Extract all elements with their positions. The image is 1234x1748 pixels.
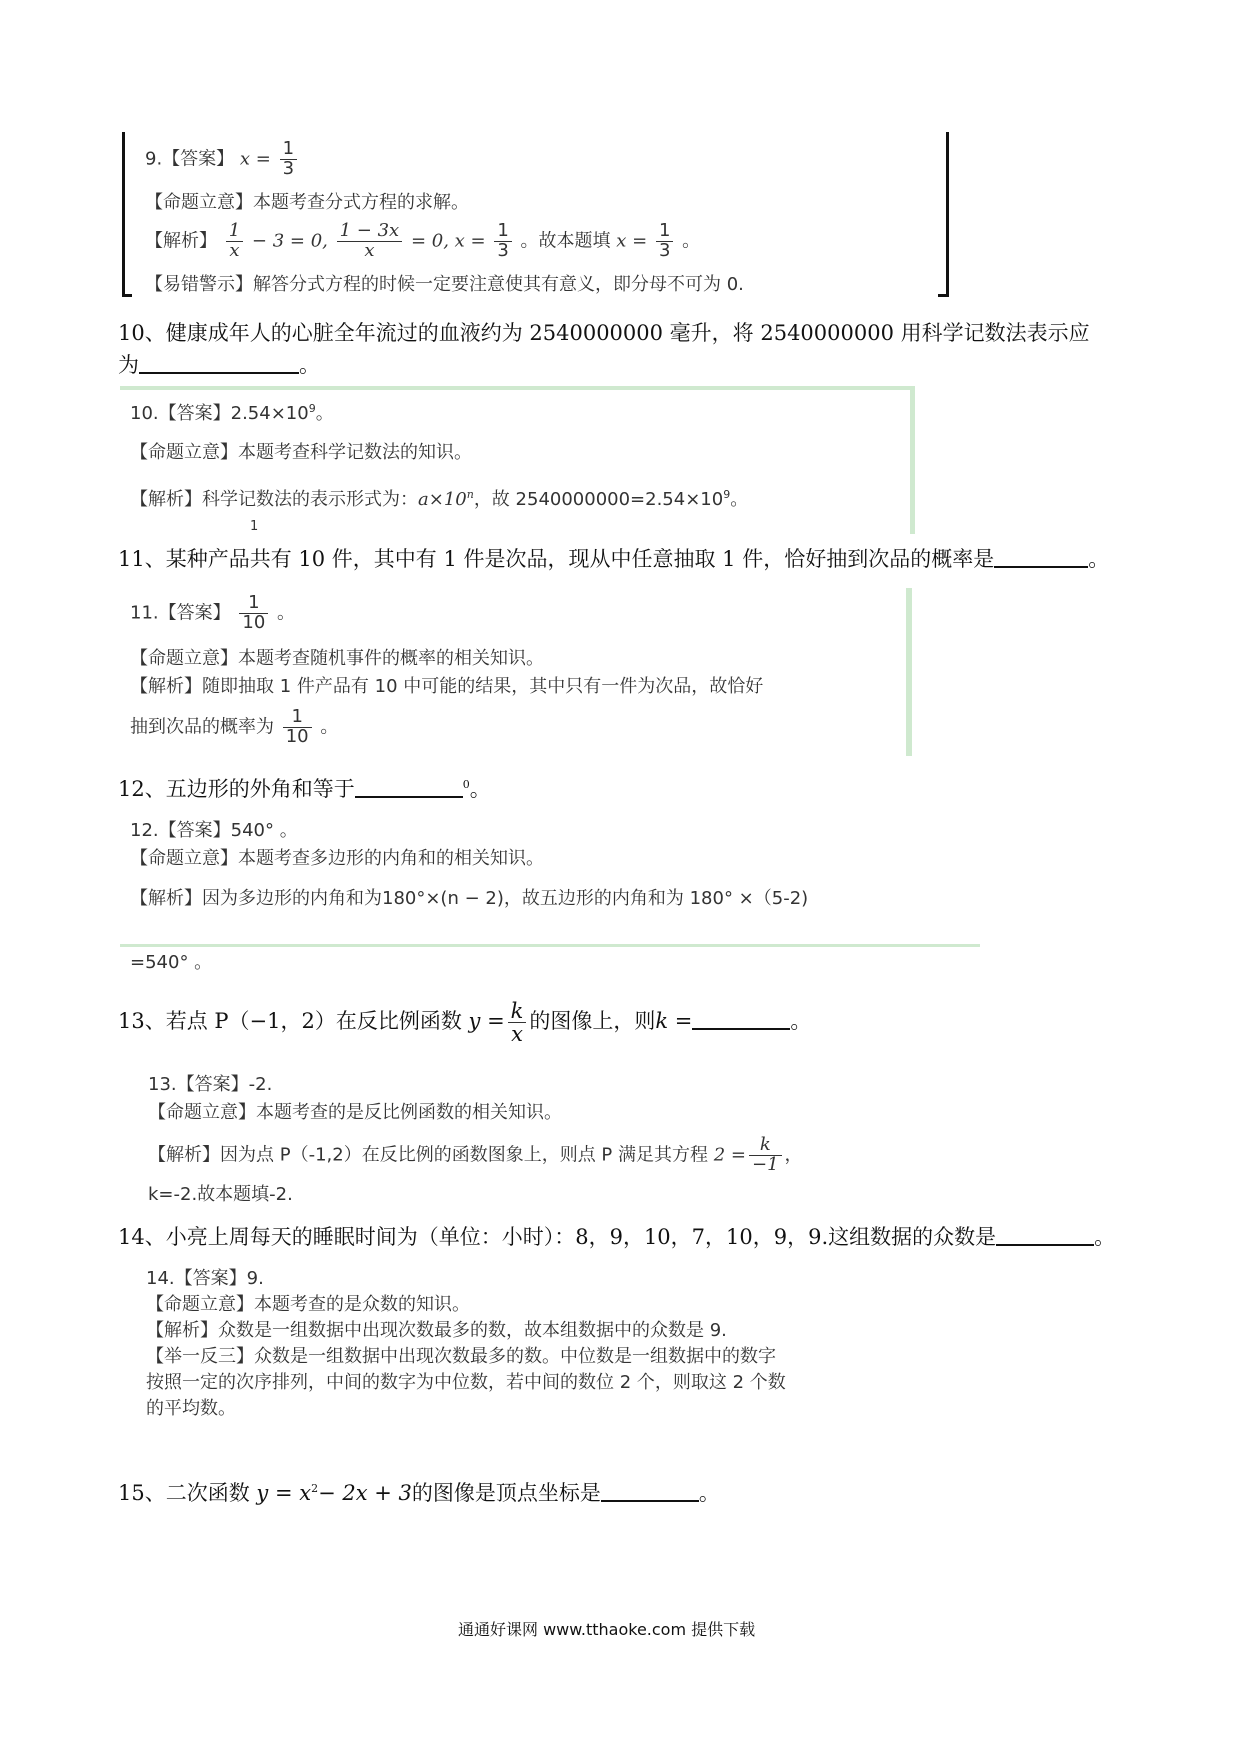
snippet-9-right-foot [938, 294, 948, 297]
answer-blank-14[interactable] [996, 1222, 1094, 1246]
snippet-11-analysis-2: 抽到次品的概率为 $\frac{1}{10}$ 。 [130, 706, 339, 747]
snippet-12-bottom-border [120, 944, 980, 947]
snippet-10-analysis: 【解析】科学记数法的表示形式为：$a\times 10^n$，故 $2540000000=2.54\times 10^9$。 [130, 488, 749, 510]
snippet-9-analysis: 【解析】 $\frac{1}{x}$ − 3 = 0, $\frac{1 - 3x}{x}$ = 0, x = $\frac{1}{3}$ 。故本题填 x = $\frac{1}{3}$ 。 [145, 220, 701, 261]
snippet-14-intent: 【命题立意】本题考查的是众数的知识。 [146, 1294, 470, 1315]
snippet-9-left-border [122, 132, 125, 297]
answer-blank-12[interactable] [355, 774, 463, 798]
snippet-14-extend-2: 按照一定的次序排列，中间的数字为中位数，若中间的数位 2 个，则取这 2 个数 [146, 1372, 786, 1393]
snippet-10-answer: 10.【答案】$2.54\times 10^9$。 [130, 402, 334, 424]
snippet-9-right-border [946, 132, 949, 297]
snippet-10-top-border [120, 386, 915, 390]
answer-blank-15[interactable] [601, 1478, 699, 1502]
snippet-12-intent: 【命题立意】本题考查多边形的内角和的相关知识。 [130, 848, 544, 869]
snippet-11-intent: 【命题立意】本题考查随机事件的概率的相关知识。 [130, 648, 544, 669]
question-12: 12、五边形的外角和等于 $^0$。 [118, 770, 491, 804]
snippet-9-left-foot [122, 294, 132, 297]
snippet-11-right-border [906, 588, 912, 756]
snippet-13-answer: 13.【答案】-2. [148, 1074, 273, 1095]
question-10-line1: 10、健康成年人的心脏全年流过的血液约为 2540000000 毫升，将 2540000000 用科学记数法表示应 [118, 321, 1090, 345]
snippet-10-intent: 【命题立意】本题考查科学记数法的知识。 [130, 442, 472, 463]
question-13: 13、若点 P（−1，2）在反比例函数 y = $\frac{k}{x}$ 的图像上，则k = 。 [118, 999, 812, 1047]
snippet-14-extend-3: 的平均数。 [146, 1398, 236, 1419]
snippet-13-intent: 【命题立意】本题考查的是反比例函数的相关知识。 [148, 1102, 562, 1123]
answer-blank-10[interactable] [139, 350, 299, 374]
page-footer: 通通好课网 www.tthaoke.com 提供下载 [458, 1620, 756, 1639]
snippet-14-analysis: 【解析】众数是一组数据中出现次数最多的数，故本组数据中的众数是 9. [146, 1320, 727, 1341]
answer-blank-11[interactable] [994, 544, 1088, 568]
snippet-9-warning: 【易错警示】解答分式方程的时候一定要注意使其有意义，即分母不可为 0. [145, 274, 744, 295]
snippet-9-answer: 9.【答案】 x = $\frac{1}{3}$ [145, 140, 300, 179]
question-15: 15、二次函数 $y = x^2- 2x + 3$的图像是顶点坐标是 。 [118, 1474, 720, 1508]
snippet-13-analysis: 【解析】因为点 P（-1,2）在反比例的函数图象上，则点 P 满足其方程 2 = $\frac{k}{-1}$ ， [148, 1134, 803, 1175]
snippet-12-analysis: 【解析】因为多边形的内角和为180°×(n − 2)，故五边形的内角和为 180° ×（5-2) [130, 888, 809, 909]
snippet-14-answer: 14.【答案】9. [146, 1268, 264, 1289]
snippet-9-intent: 【命题立意】本题考查分式方程的求解。 [145, 192, 469, 213]
question-10-line2: 为 。 [118, 350, 320, 380]
snippet-11-analysis-1: 【解析】随即抽取 1 件产品有 10 中可能的结果，其中只有一件为次品，故恰好 [130, 676, 764, 697]
snippet-12-result: =540° 。 [130, 952, 213, 973]
snippet-13-result: k=-2.故本题填-2. [148, 1184, 293, 1205]
snippet-11-answer: 11.【答案】 $\frac{1}{10}$ 。 [130, 592, 296, 633]
snippet-10-right-border [910, 386, 915, 534]
answer-blank-13[interactable] [692, 1006, 790, 1030]
snippet-12-answer: 12.【答案】540° 。 [130, 820, 298, 841]
snippet-14-extend-1: 【举一反三】众数是一组数据中出现次数最多的数。中位数是一组数据中的数字 [146, 1346, 776, 1367]
snippet-10-cutoff: 1 [250, 519, 259, 534]
question-11: 11、某种产品共有 10 件，其中有 1 件是次品，现从中任意抽取 1 件，恰好抽到次品的概率是 。 [118, 544, 1109, 574]
question-14: 14、小亮上周每天的睡眠时间为（单位：小时）：8，9，10，7，10，9，9.这组数据的众数是 。 [118, 1222, 1115, 1252]
